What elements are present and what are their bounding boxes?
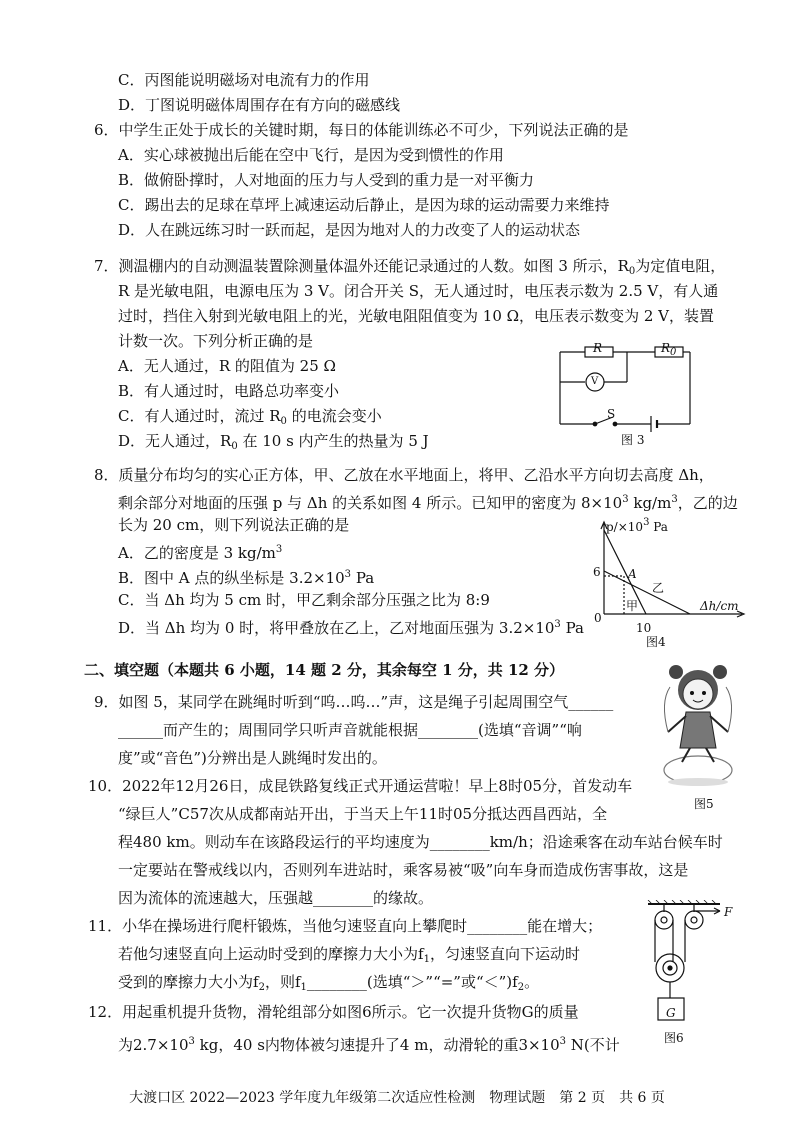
q8-option-a xyxy=(118,538,282,565)
q5-option-d: D．丁图说明磁体周围存在有方向的磁感线 xyxy=(118,96,401,114)
superscript: 3 xyxy=(671,494,678,505)
y-tick-6: 6 xyxy=(593,565,601,579)
subscript: 1 xyxy=(300,982,307,993)
superscript: 3 xyxy=(622,494,629,505)
q8-option-b-text: B．图中 A 点的纵坐标是 3.2×10 xyxy=(118,569,345,587)
x-tick-10: 10 xyxy=(636,621,652,635)
label-jia: 甲 xyxy=(626,599,639,613)
q10-line3: 程480 km。则动车在该路段运行的平均速度为________km/h；沿途乘客在动车站台候车时 xyxy=(118,833,723,851)
superscript: 3 xyxy=(275,544,283,555)
origin-label: 0 xyxy=(594,611,602,625)
q7-stem-text: 为定值电阻， xyxy=(635,257,726,275)
q12-line1: 12．用起重机提升货物，滑轮组部分如图6所示。它一次提升货物G的质量 xyxy=(88,1003,579,1021)
force-f-label: F xyxy=(724,905,733,919)
q8-stem-text: kg/m xyxy=(628,494,672,512)
q7-option-d-text: D．无人通过，R xyxy=(118,432,232,450)
q11-line2-text: ，匀速竖直向下运动时 xyxy=(429,945,580,963)
q8-option-b xyxy=(118,563,374,590)
q6-option-a: A．实心球被抛出后能在空中飞行，是因为受到惯性的作用 xyxy=(118,146,504,164)
q10-line2: “绿巨人”C57次从成都南站开出，于当天上午11时05分抵达西昌西站，全 xyxy=(118,805,608,823)
q11-line3-text: 受到的摩擦力大小为f xyxy=(118,973,259,991)
label-s: S xyxy=(607,407,616,421)
figure-3-circuit xyxy=(555,340,695,450)
q8-option-d xyxy=(118,613,584,640)
q11-line1: 11．小华在操场进行爬杆锻炼，当他匀速竖直向上攀爬时________能在增大； xyxy=(88,917,603,935)
q12-line2 xyxy=(118,1030,620,1057)
q12-line2-text: 为2.7×10 xyxy=(118,1036,189,1054)
q11-line2-text: 若他匀速竖直向上运动时受到的摩擦力大小为f xyxy=(118,945,424,963)
subscript: 1 xyxy=(423,954,430,965)
q8-option-a-text: A．乙的密度是 3 kg/m xyxy=(118,544,276,562)
subscript: 2 xyxy=(517,982,525,993)
q7-stem-line3: 过时，挡住入射到光敏电阻上的光，光敏电阻阻值变为 10 Ω，电压表示数变为 2 V，装置 xyxy=(118,307,714,325)
q6-option-d: D．人在跳远练习时一跃而起，是因为地对人的力改变了人的运动状态 xyxy=(118,221,581,239)
superscript: 3 xyxy=(188,1036,195,1047)
q10-line4: 一定要站在警戒线以内，否则列车进站时，乘客易被“吸”向车身而造成伤害事故，这是 xyxy=(118,861,689,879)
subscript: 0 xyxy=(280,416,287,427)
q8-stem-text: ，乙的边 xyxy=(677,494,738,512)
y-axis-label-text: Pa xyxy=(649,520,668,534)
q7-stem-line4: 计数一次。下列分析正确的是 xyxy=(118,332,314,350)
label-yi: 乙 xyxy=(652,581,665,595)
q6-stem: 6．中学生正处于成长的关键时期，每日的体能训练必不可少，下列说法正确的是 xyxy=(94,121,629,139)
q12-line2-text: kg，40 s内物体被匀速提升了4 m，动滑轮的重3×10 xyxy=(194,1036,560,1054)
label-v: V xyxy=(591,376,599,387)
q8-option-c: C．当 Δh 均为 5 cm 时，甲乙剩余部分压强之比为 8:9 xyxy=(118,591,490,609)
pulley-system-diagram xyxy=(640,900,750,1035)
q9-line1: 9．如图 5，某同学在跳绳时听到“呜…呜…”声，这是绳子引起周围空气______ xyxy=(94,693,614,711)
q7-option-a: A．无人通过，R 的阻值为 25 Ω xyxy=(118,357,336,375)
superscript: 3 xyxy=(344,569,352,580)
x-axis-label: Δh/cm xyxy=(700,599,739,613)
superscript: 3 xyxy=(554,619,561,630)
superscript: 3 xyxy=(643,517,650,528)
subscript: 2 xyxy=(258,982,265,993)
figure-5-caption: 图5 xyxy=(694,797,714,811)
point-a-label: A xyxy=(628,567,637,581)
q8-option-d-text: Pa xyxy=(560,619,584,637)
superscript: 3 xyxy=(559,1036,567,1047)
figure-3-caption: 图 3 xyxy=(621,433,645,447)
q5-option-c: C．丙图能说明磁场对电流有力的作用 xyxy=(118,71,370,89)
figure-4-caption: 图4 xyxy=(646,635,666,649)
q7-stem-text: 7．测温棚内的自动测温装置除测量体温外还能记录通过的人数。如图 3 所示，R xyxy=(94,257,629,275)
q10-line1: 10．2022年12月26日，成昆铁路复线正式开通运营啦！早上8时05分，首发动车 xyxy=(88,777,633,795)
fixed-pulley-left xyxy=(655,911,673,929)
q8-stem-line1: 8．质量分布均匀的实心正方体，甲、乙放在水平地面上，将甲、乙沿水平方向切去高度 Δh， xyxy=(94,466,714,484)
section-2-title: 二、填空题（本题共 6 小题，14 题 2 分，其余每空 1 分，共 12 分） xyxy=(84,661,565,679)
y-axis-label-text: p/×10 xyxy=(606,520,644,534)
load-g-label: G xyxy=(666,1006,676,1020)
figure-4-graph xyxy=(590,517,750,649)
girl-jumping-rope-icon xyxy=(650,662,740,792)
figure-6-pulley xyxy=(640,900,750,1050)
q8-stem-text: 剩余部分对地面的压强 p 与 Δh 的关系如图 4 所示。已知甲的密度为 8×10 xyxy=(118,494,623,512)
q7-option-d xyxy=(118,429,429,459)
figure-6-caption: 图6 xyxy=(664,1031,684,1045)
q8-option-d-text: D．当 Δh 均为 0 时，将甲叠放在乙上，乙对地面压强为 3.2×10 xyxy=(118,619,555,637)
q7-option-b: B．有人通过时，电路总功率变小 xyxy=(118,382,340,400)
q9-line2: ______而产生的；周围同学只听声音就能根据________(选填“音调”“响 xyxy=(118,721,582,739)
label-r0 xyxy=(661,336,676,365)
q11-line2 xyxy=(118,942,580,972)
q8-stem-line3: 长为 20 cm，则下列说法正确的是 xyxy=(118,516,350,534)
q12-line2-text: N(不计 xyxy=(566,1036,620,1054)
q7-option-c-text: C．有人通过时，流过 R xyxy=(118,407,281,425)
q11-line3-text: ________(选填“＞”“=”或“＜”)f xyxy=(306,973,518,991)
subscript: 0 xyxy=(670,347,677,358)
q8-option-b-text: Pa xyxy=(351,569,375,587)
label-r0-text: R xyxy=(661,341,671,355)
line-jia xyxy=(604,530,646,614)
q6-option-b: B．做俯卧撑时，人对地面的压力与人受到的重力是一对平衡力 xyxy=(118,171,535,189)
q10-line5: 因为流体的流速越大，压强越________的缘故。 xyxy=(118,889,434,907)
q11-line3-text: 。 xyxy=(524,973,540,991)
q7-option-c-text: 的电流会变小 xyxy=(286,407,382,425)
line-yi xyxy=(604,571,690,614)
q11-line3-text: ，则f xyxy=(264,973,301,991)
page-footer: 大渡口区 2022—2023 学年度九年级第二次适应性检测 物理试题 第 2 页 共 6 页 xyxy=(129,1090,665,1106)
fixed-pulley-right xyxy=(685,911,703,929)
y-axis-label xyxy=(606,511,668,539)
q6-option-c: C．踢出去的足球在草坪上减速运动后静止，是因为球的运动需要力来维持 xyxy=(118,196,610,214)
subscript: 0 xyxy=(231,441,238,452)
q7-stem-line2: R 是光敏电阻，电源电压为 3 V。闭合开关 S，无人通过时，电压表示数为 2.5 V，有人通 xyxy=(118,282,719,300)
q9-line3: 度”或“音色”)分辨出是人跳绳时发出的。 xyxy=(118,749,387,767)
subscript: 0 xyxy=(628,266,636,277)
label-r: R xyxy=(593,341,603,355)
q11-line3 xyxy=(118,970,539,1000)
q7-option-d-text: 在 10 s 内产生的热量为 5 J xyxy=(237,432,429,450)
figure-5-illustration xyxy=(650,662,740,812)
